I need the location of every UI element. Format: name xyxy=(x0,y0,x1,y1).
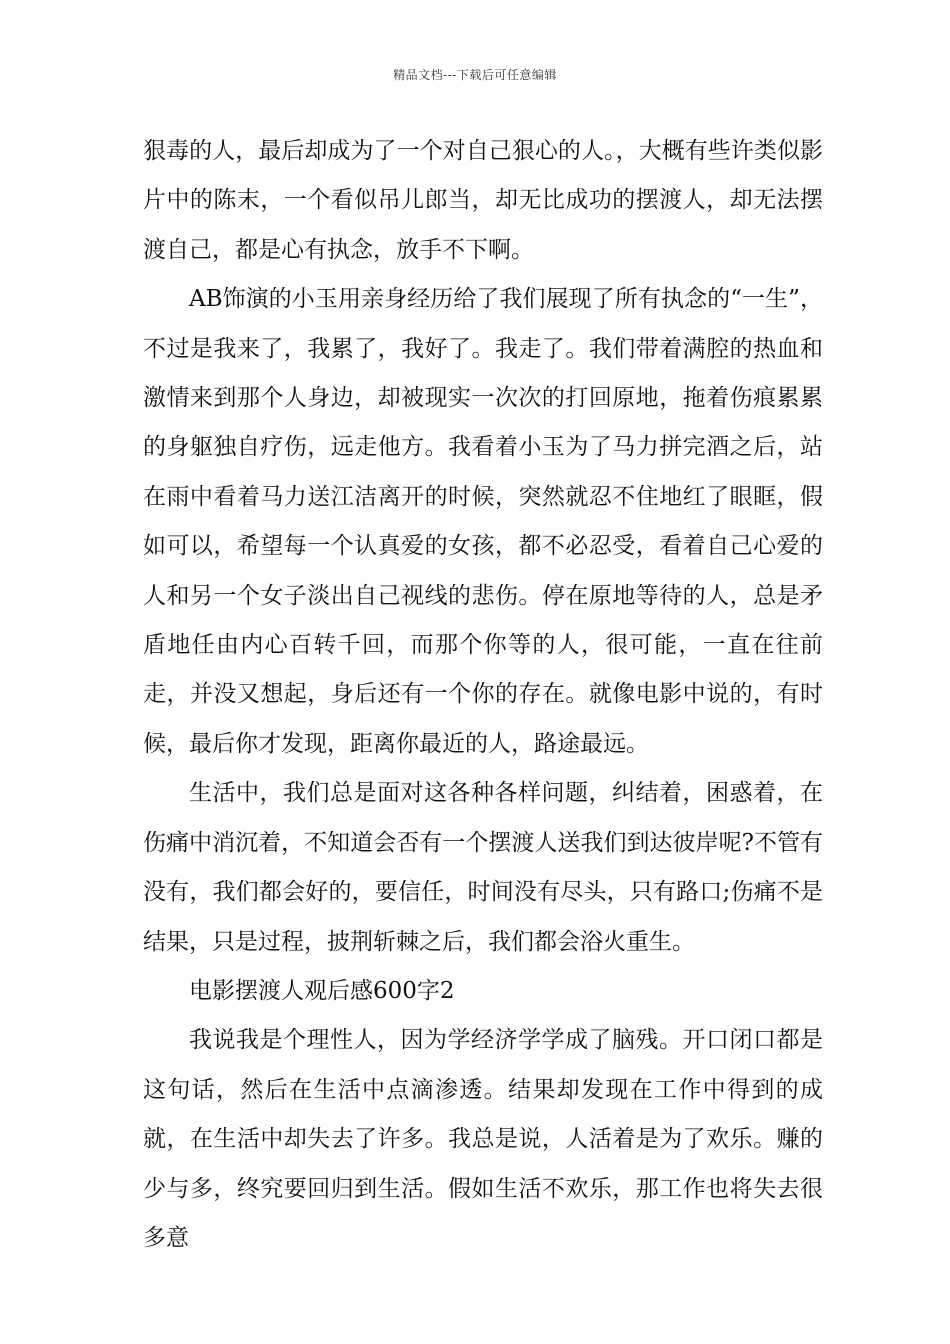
section-heading: 电影摆渡人观后感600字2 xyxy=(189,977,455,1004)
page-header: 精品文档---下载后可任意编辑 xyxy=(393,68,557,82)
paragraph: 生活中，我们总是面对这各种各样问题，纠结着，困惑着，在伤痛中消沉着，不知道会否有一个摆渡人送我们到达彼岸呢?不管有没有，我们都会好的，要信任，时间没有尽头，只有路口;伤痛不是结果，只是过程，披荆斩棘之后，我们都会浴火重生。 xyxy=(143,780,823,955)
paragraph: 狠毒的人，最后却成为了一个对自己狠心的人。，大概有些许类似影片中的陈末，一个看似吊儿郎当，却无比成功的摆渡人，却无法摆渡自己，都是心有执念，放手不下啊。 xyxy=(143,138,823,263)
paragraph: 我说我是个理性人，因为学经济学学成了脑残。开口闭口都是这句话，然后在生活中点滴渗透。结果却发现在工作中得到的成就，在生活中却失去了许多。我总是说，人活着是为了欢乐。赚的少与多，终究要回归到生活。假如生活不欢乐，那工作也将失去很多意 xyxy=(143,1027,823,1251)
document-body xyxy=(143,127,823,1263)
paragraph: AB饰演的小玉用亲身经历给了我们展现了所有执念的“一生”，不过是我来了，我累了，我好了。我走了。我们带着满腔的热血和激情来到那个人身边，却被现实一次次的打回原地，拖着伤痕累累的身躯独自疗伤，远走他方。我看着小玉为了马力拼完酒之后，站在雨中看着马力送江洁离开的时候，突然就忍不住地红了眼眶，假如可以，希望每一个认真爱的女孩，都不必忍受，看着自己心爱的人和另一个女子淡出自己视线的悲伤。停在原地等待的人，总是矛盾地任由内心百转千回，而那个你等的人，很可能，一直在往前走，并没又想起，身后还有一个你的存在。就像电影中说的，有时候，最后你才发现，距离你最近的人，路途最远。 xyxy=(143,286,823,757)
